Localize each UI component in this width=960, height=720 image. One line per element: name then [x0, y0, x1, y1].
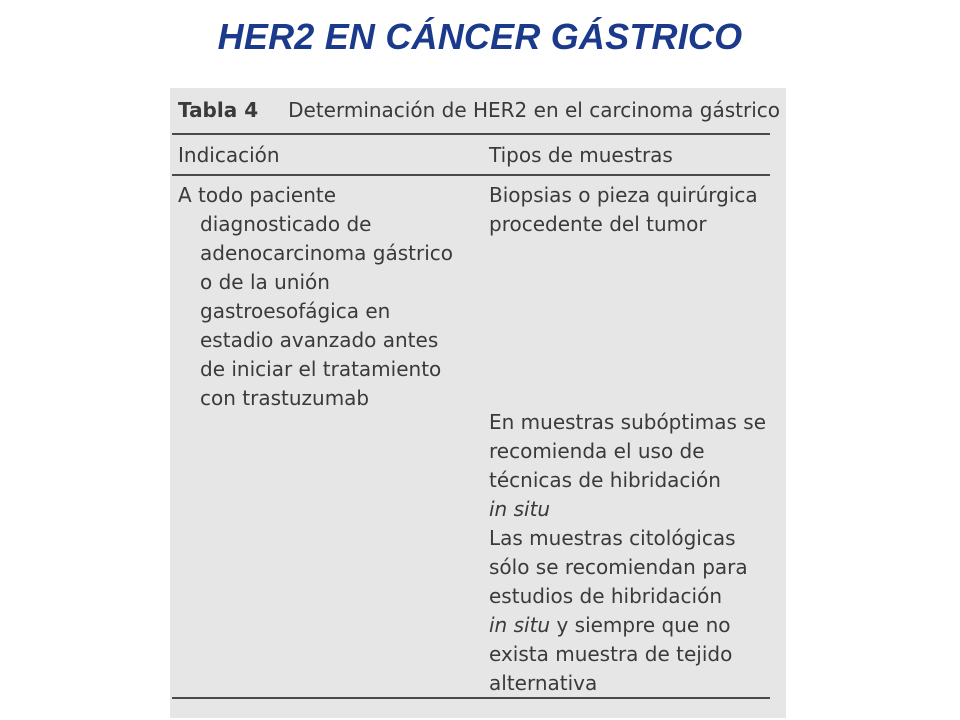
indicacion-line: adenocarcinoma gástrico [200, 241, 453, 265]
tipos-line: sólo se recomiendan para [489, 555, 748, 579]
slide-title: HER2 EN CÁNCER GÁSTRICO [217, 16, 743, 57]
tipos-line: Biopsias o pieza quirúrgica [489, 183, 758, 207]
table-caption-text: Determinación de HER2 en el carcinoma gástrico [288, 98, 781, 122]
tipos-line: recomienda el uso de [489, 439, 705, 463]
tipos-line: estudios de hibridación [489, 584, 722, 608]
tipos-line: alternativa [489, 671, 598, 695]
tipos-line: y siempre que no [556, 613, 731, 637]
indicacion-line: diagnosticado de [200, 212, 372, 236]
tipos-line: técnicas de hibridación [489, 468, 721, 492]
tipos-cell-notas [489, 408, 766, 698]
tipos-line: En muestras subóptimas se [489, 410, 767, 434]
tipos-line-italic: in situ [489, 497, 551, 521]
indicacion-line: o de la unión [200, 270, 330, 294]
tipos-cell-biopsias [489, 181, 758, 239]
indicacion-line: con trastuzumab [200, 386, 370, 410]
table-header-rule [172, 174, 770, 176]
tipos-line: exista muestra de tejido [489, 642, 733, 666]
table-caption [178, 98, 780, 122]
header-tipos-de-muestras: Tipos de muestras [489, 143, 673, 167]
tipos-line: procedente del tumor [489, 212, 707, 236]
indicacion-line: de iniciar el tratamiento [200, 357, 442, 381]
indicacion-cell [178, 181, 453, 413]
table-caption-label: Tabla 4 [178, 98, 259, 122]
indicacion-line: estadio avanzado antes [200, 328, 439, 352]
header-indicacion: Indicación [178, 143, 280, 167]
table-top-rule [172, 133, 770, 135]
indicacion-line: gastroesofágica en [200, 299, 391, 323]
table-bottom-rule [172, 697, 770, 699]
table-panel [170, 88, 786, 718]
tipos-line: Las muestras citológicas [489, 526, 736, 550]
indicacion-line: A todo paciente [178, 183, 337, 207]
tipos-line-italic: in situ [489, 613, 551, 637]
tipos-line-mixed [489, 611, 766, 640]
